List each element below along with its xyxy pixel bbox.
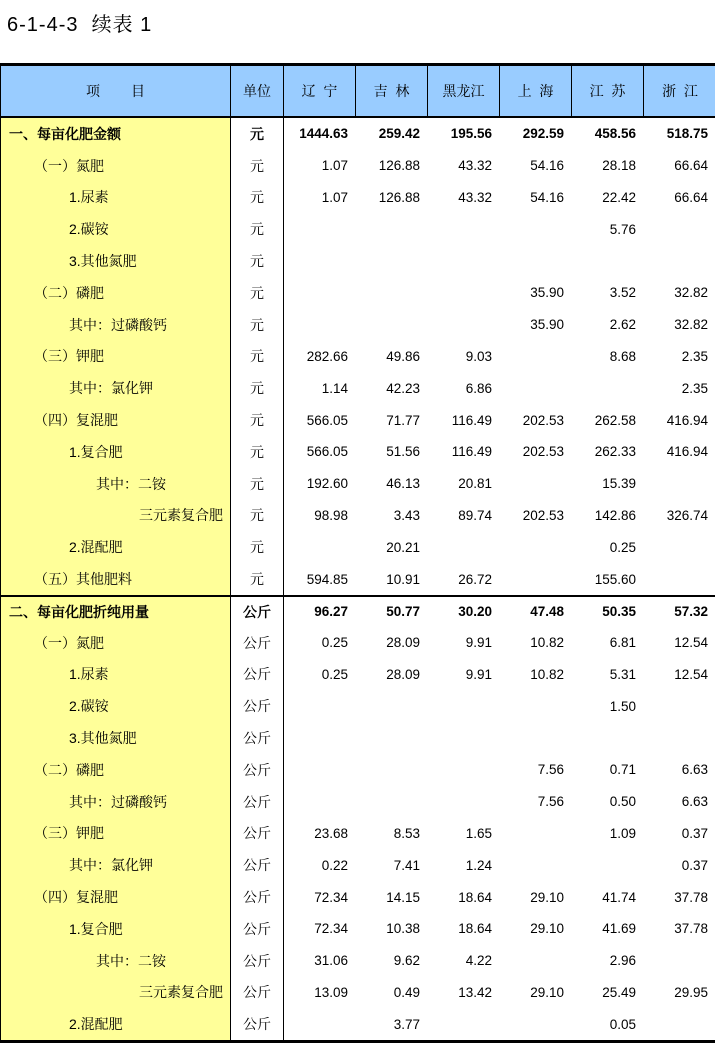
value-cell bbox=[428, 722, 500, 754]
value-cell: 7.56 bbox=[537, 762, 564, 778]
value-cell: 42.23 bbox=[386, 380, 420, 396]
value-cell: 13.42 bbox=[458, 984, 492, 1000]
value-cell bbox=[644, 945, 715, 977]
row-label: 三元素复合肥 bbox=[1, 977, 231, 1009]
value-cell: 51.56 bbox=[386, 444, 420, 460]
unit-cell: 元 bbox=[231, 404, 284, 436]
value-cell: 9.03 bbox=[465, 348, 492, 364]
value-cell: 37.78 bbox=[674, 889, 708, 905]
value-cell bbox=[500, 722, 572, 754]
value-cell bbox=[428, 213, 500, 245]
row-label: 3.其他氮肥 bbox=[1, 245, 231, 277]
value-cell: 50.77 bbox=[356, 595, 428, 627]
unit-cell: 元 bbox=[231, 468, 284, 500]
value-cell: 20.81 bbox=[458, 476, 492, 492]
value-cell: 35.90 bbox=[530, 317, 564, 333]
unit-cell: 公斤 bbox=[231, 881, 284, 913]
value-cell: 71.77 bbox=[386, 412, 420, 428]
value-cell: 116.49 bbox=[451, 412, 492, 428]
value-cell bbox=[644, 245, 715, 277]
value-cell bbox=[500, 1008, 572, 1040]
value-cell bbox=[284, 309, 356, 341]
unit-cell: 公斤 bbox=[231, 690, 284, 722]
value-cell bbox=[500, 213, 572, 245]
value-cell: 18.64 bbox=[458, 921, 492, 937]
value-cell: 28.09 bbox=[386, 635, 420, 651]
value-cell: 30.20 bbox=[428, 595, 500, 627]
row-label: （三）钾肥 bbox=[1, 818, 231, 850]
header-province-shanghai: 上 海 bbox=[500, 66, 572, 118]
value-cell bbox=[428, 786, 500, 818]
value-cell: 66.64 bbox=[674, 189, 708, 205]
value-cell: 9.62 bbox=[393, 953, 420, 969]
value-cell bbox=[356, 309, 428, 341]
value-cell bbox=[356, 245, 428, 277]
value-cell: 50.35 bbox=[572, 595, 644, 627]
value-cell bbox=[644, 531, 715, 563]
row-label: （二）磷肥 bbox=[1, 754, 231, 786]
unit-cell: 元 bbox=[231, 436, 284, 468]
unit-cell: 公斤 bbox=[231, 818, 284, 850]
row-label: 一、每亩化肥金额 bbox=[1, 118, 231, 150]
row-label: 1.复合肥 bbox=[1, 436, 231, 468]
value-cell: 1.09 bbox=[609, 825, 636, 841]
value-cell: 0.49 bbox=[393, 984, 420, 1000]
unit-cell: 元 bbox=[231, 118, 284, 150]
value-cell: 0.25 bbox=[609, 539, 636, 555]
value-cell: 29.10 bbox=[530, 889, 564, 905]
row-label: （三）钾肥 bbox=[1, 341, 231, 373]
value-cell: 0.05 bbox=[609, 1016, 636, 1032]
value-cell: 458.56 bbox=[594, 126, 636, 142]
value-cell: 54.16 bbox=[530, 189, 564, 205]
value-cell: 13.09 bbox=[314, 984, 348, 1000]
value-cell bbox=[428, 309, 500, 341]
row-label: 二、每亩化肥折纯用量 bbox=[1, 595, 231, 627]
value-cell bbox=[572, 722, 644, 754]
value-cell: 12.54 bbox=[674, 635, 708, 651]
header-province-zhejiang: 浙 江 bbox=[644, 66, 715, 118]
row-label: 2.碳铵 bbox=[1, 213, 231, 245]
value-cell bbox=[284, 213, 356, 245]
unit-cell: 公斤 bbox=[231, 754, 284, 786]
header-unit-column: 单位 bbox=[231, 66, 284, 118]
value-cell: 1.24 bbox=[465, 857, 492, 873]
value-cell bbox=[644, 690, 715, 722]
value-cell bbox=[572, 849, 644, 881]
value-cell: 46.13 bbox=[386, 476, 420, 492]
unit-cell: 公斤 bbox=[231, 1008, 284, 1040]
unit-cell: 元 bbox=[231, 372, 284, 404]
value-cell: 29.95 bbox=[674, 984, 708, 1000]
row-label: （一）氮肥 bbox=[1, 627, 231, 659]
value-cell: 29.10 bbox=[530, 984, 564, 1000]
value-cell bbox=[428, 754, 500, 786]
value-cell: 5.76 bbox=[609, 221, 636, 237]
value-cell: 10.82 bbox=[530, 635, 564, 651]
value-cell: 2.35 bbox=[681, 348, 708, 364]
row-label: 2.混配肥 bbox=[1, 531, 231, 563]
value-cell bbox=[500, 563, 572, 595]
value-cell: 5.31 bbox=[609, 666, 636, 682]
value-cell bbox=[428, 531, 500, 563]
value-cell: 3.43 bbox=[393, 507, 420, 523]
unit-cell: 公斤 bbox=[231, 722, 284, 754]
value-cell: 10.82 bbox=[530, 666, 564, 682]
value-cell: 54.16 bbox=[530, 158, 564, 174]
value-cell: 29.10 bbox=[530, 921, 564, 937]
value-cell: 326.74 bbox=[666, 507, 708, 523]
value-cell bbox=[644, 1008, 715, 1040]
unit-cell: 公斤 bbox=[231, 849, 284, 881]
unit-cell: 公斤 bbox=[231, 913, 284, 945]
unit-cell: 元 bbox=[231, 531, 284, 563]
value-cell bbox=[500, 690, 572, 722]
value-cell: 594.85 bbox=[306, 571, 348, 587]
value-cell bbox=[284, 245, 356, 277]
value-cell bbox=[500, 372, 572, 404]
unit-cell: 元 bbox=[231, 182, 284, 214]
row-label: 其中：二铵 bbox=[1, 945, 231, 977]
row-label: 3.其他氮肥 bbox=[1, 722, 231, 754]
header-province-jiangsu: 江 苏 bbox=[572, 66, 644, 118]
value-cell bbox=[644, 563, 715, 595]
value-cell: 2.96 bbox=[609, 953, 636, 969]
value-cell: 202.53 bbox=[522, 412, 564, 428]
value-cell: 0.37 bbox=[681, 825, 708, 841]
value-cell: 18.64 bbox=[458, 889, 492, 905]
value-cell: 282.66 bbox=[306, 348, 348, 364]
header-province-liaoning: 辽 宁 bbox=[284, 66, 356, 118]
value-cell: 22.42 bbox=[602, 189, 636, 205]
value-cell: 32.82 bbox=[674, 317, 708, 333]
value-cell: 6.63 bbox=[681, 794, 708, 810]
row-label: 1.尿素 bbox=[1, 659, 231, 691]
value-cell: 292.59 bbox=[522, 126, 564, 142]
row-label: 其中：过磷酸钙 bbox=[1, 309, 231, 341]
value-cell: 1.14 bbox=[321, 380, 348, 396]
value-cell: 1.65 bbox=[465, 825, 492, 841]
value-cell: 72.34 bbox=[314, 921, 348, 937]
value-cell bbox=[644, 213, 715, 245]
header-province-heilongjiang: 黑龙江 bbox=[428, 66, 500, 118]
unit-cell: 元 bbox=[231, 563, 284, 595]
value-cell: 3.77 bbox=[393, 1016, 420, 1032]
value-cell: 3.52 bbox=[609, 285, 636, 301]
header-item-column: 项 目 bbox=[1, 66, 231, 118]
value-cell: 259.42 bbox=[378, 126, 420, 142]
value-cell bbox=[500, 341, 572, 373]
value-cell: 0.37 bbox=[681, 857, 708, 873]
value-cell: 195.56 bbox=[450, 126, 492, 142]
value-cell: 15.39 bbox=[602, 476, 636, 492]
value-cell bbox=[428, 690, 500, 722]
row-label: 其中：氯化钾 bbox=[1, 372, 231, 404]
value-cell bbox=[428, 245, 500, 277]
value-cell: 518.75 bbox=[666, 126, 708, 142]
value-cell: 89.74 bbox=[458, 507, 492, 523]
value-cell bbox=[500, 245, 572, 277]
row-label: （一）氮肥 bbox=[1, 150, 231, 182]
value-cell: 202.53 bbox=[522, 444, 564, 460]
fertilizer-table bbox=[0, 63, 715, 1043]
page-title: 6-1-4-3 续表 1 bbox=[7, 14, 153, 36]
value-cell: 7.56 bbox=[537, 794, 564, 810]
value-cell: 20.21 bbox=[386, 539, 420, 555]
value-cell bbox=[284, 754, 356, 786]
row-label: （五）其他肥料 bbox=[1, 563, 231, 595]
value-cell bbox=[284, 722, 356, 754]
row-label: 其中：二铵 bbox=[1, 468, 231, 500]
unit-cell: 公斤 bbox=[231, 977, 284, 1009]
value-cell: 12.54 bbox=[674, 666, 708, 682]
value-cell: 6.81 bbox=[609, 635, 636, 651]
value-cell bbox=[500, 818, 572, 850]
value-cell bbox=[500, 531, 572, 563]
value-cell: 28.18 bbox=[602, 158, 636, 174]
value-cell: 72.34 bbox=[314, 889, 348, 905]
value-cell bbox=[356, 722, 428, 754]
value-cell: 116.49 bbox=[451, 444, 492, 460]
value-cell bbox=[428, 277, 500, 309]
unit-cell: 公斤 bbox=[231, 627, 284, 659]
value-cell: 1.07 bbox=[321, 158, 348, 174]
value-cell: 26.72 bbox=[458, 571, 492, 587]
row-label: 2.混配肥 bbox=[1, 1008, 231, 1040]
value-cell bbox=[644, 722, 715, 754]
value-cell bbox=[644, 468, 715, 500]
unit-cell: 公斤 bbox=[231, 659, 284, 691]
value-cell bbox=[356, 277, 428, 309]
unit-cell: 元 bbox=[231, 150, 284, 182]
value-cell: 0.25 bbox=[321, 666, 348, 682]
value-cell: 0.22 bbox=[321, 857, 348, 873]
unit-cell: 元 bbox=[231, 341, 284, 373]
value-cell: 8.68 bbox=[609, 348, 636, 364]
unit-cell: 公斤 bbox=[231, 945, 284, 977]
value-cell bbox=[356, 690, 428, 722]
row-label: 1.尿素 bbox=[1, 182, 231, 214]
value-cell: 416.94 bbox=[666, 444, 708, 460]
value-cell bbox=[356, 786, 428, 818]
row-label: （二）磷肥 bbox=[1, 277, 231, 309]
value-cell bbox=[500, 945, 572, 977]
value-cell: 31.06 bbox=[314, 953, 348, 969]
value-cell: 41.69 bbox=[602, 921, 636, 937]
value-cell bbox=[428, 1008, 500, 1040]
value-cell: 155.60 bbox=[594, 571, 636, 587]
value-cell bbox=[500, 849, 572, 881]
value-cell: 126.88 bbox=[378, 189, 420, 205]
value-cell: 126.88 bbox=[378, 158, 420, 174]
value-cell: 262.58 bbox=[594, 412, 636, 428]
value-cell: 4.22 bbox=[465, 953, 492, 969]
value-cell: 0.50 bbox=[609, 794, 636, 810]
value-cell: 0.25 bbox=[321, 635, 348, 651]
unit-cell: 元 bbox=[231, 245, 284, 277]
row-label: 2.碳铵 bbox=[1, 690, 231, 722]
value-cell: 8.53 bbox=[393, 825, 420, 841]
value-cell bbox=[284, 690, 356, 722]
unit-cell: 公斤 bbox=[231, 786, 284, 818]
row-label: 其中：氯化钾 bbox=[1, 849, 231, 881]
value-cell: 2.62 bbox=[609, 317, 636, 333]
value-cell: 10.38 bbox=[386, 921, 420, 937]
row-label: （四）复混肥 bbox=[1, 404, 231, 436]
value-cell: 47.48 bbox=[500, 595, 572, 627]
value-cell: 25.49 bbox=[602, 984, 636, 1000]
value-cell: 43.32 bbox=[458, 158, 492, 174]
row-label: （四）复混肥 bbox=[1, 881, 231, 913]
value-cell: 416.94 bbox=[666, 412, 708, 428]
value-cell: 9.91 bbox=[465, 666, 492, 682]
value-cell: 96.27 bbox=[284, 595, 356, 627]
value-cell bbox=[284, 1008, 356, 1040]
value-cell: 566.05 bbox=[306, 412, 348, 428]
value-cell: 7.41 bbox=[393, 857, 420, 873]
value-cell: 57.32 bbox=[644, 595, 715, 627]
value-cell: 32.82 bbox=[674, 285, 708, 301]
value-cell: 202.53 bbox=[522, 507, 564, 523]
value-cell: 1.50 bbox=[609, 698, 636, 714]
value-cell bbox=[572, 372, 644, 404]
value-cell: 41.74 bbox=[602, 889, 636, 905]
value-cell: 1444.63 bbox=[299, 126, 348, 142]
value-cell bbox=[284, 531, 356, 563]
value-cell: 6.63 bbox=[681, 762, 708, 778]
value-cell: 28.09 bbox=[386, 666, 420, 682]
value-cell: 9.91 bbox=[465, 635, 492, 651]
value-cell bbox=[356, 754, 428, 786]
value-cell: 10.91 bbox=[386, 571, 420, 587]
unit-cell: 元 bbox=[231, 277, 284, 309]
value-cell: 66.64 bbox=[674, 158, 708, 174]
value-cell: 0.71 bbox=[609, 762, 636, 778]
value-cell: 14.15 bbox=[386, 889, 420, 905]
value-cell: 142.86 bbox=[594, 507, 636, 523]
value-cell: 1.07 bbox=[321, 189, 348, 205]
unit-cell: 元 bbox=[231, 500, 284, 532]
value-cell bbox=[572, 245, 644, 277]
value-cell: 98.98 bbox=[314, 507, 348, 523]
unit-cell: 公斤 bbox=[231, 595, 284, 627]
unit-cell: 元 bbox=[231, 213, 284, 245]
row-label: 三元素复合肥 bbox=[1, 500, 231, 532]
value-cell: 23.68 bbox=[314, 825, 348, 841]
header-province-jilin: 吉 林 bbox=[356, 66, 428, 118]
value-cell bbox=[500, 468, 572, 500]
row-label: 1.复合肥 bbox=[1, 913, 231, 945]
value-cell: 192.60 bbox=[306, 476, 348, 492]
value-cell: 566.05 bbox=[306, 444, 348, 460]
row-label: 其中：过磷酸钙 bbox=[1, 786, 231, 818]
value-cell: 35.90 bbox=[530, 285, 564, 301]
value-cell bbox=[284, 277, 356, 309]
value-cell bbox=[356, 213, 428, 245]
value-cell: 43.32 bbox=[458, 189, 492, 205]
value-cell: 2.35 bbox=[681, 380, 708, 396]
value-cell: 49.86 bbox=[386, 348, 420, 364]
value-cell: 262.33 bbox=[594, 444, 636, 460]
unit-cell: 元 bbox=[231, 309, 284, 341]
value-cell bbox=[284, 786, 356, 818]
value-cell: 6.86 bbox=[465, 380, 492, 396]
value-cell: 37.78 bbox=[674, 921, 708, 937]
